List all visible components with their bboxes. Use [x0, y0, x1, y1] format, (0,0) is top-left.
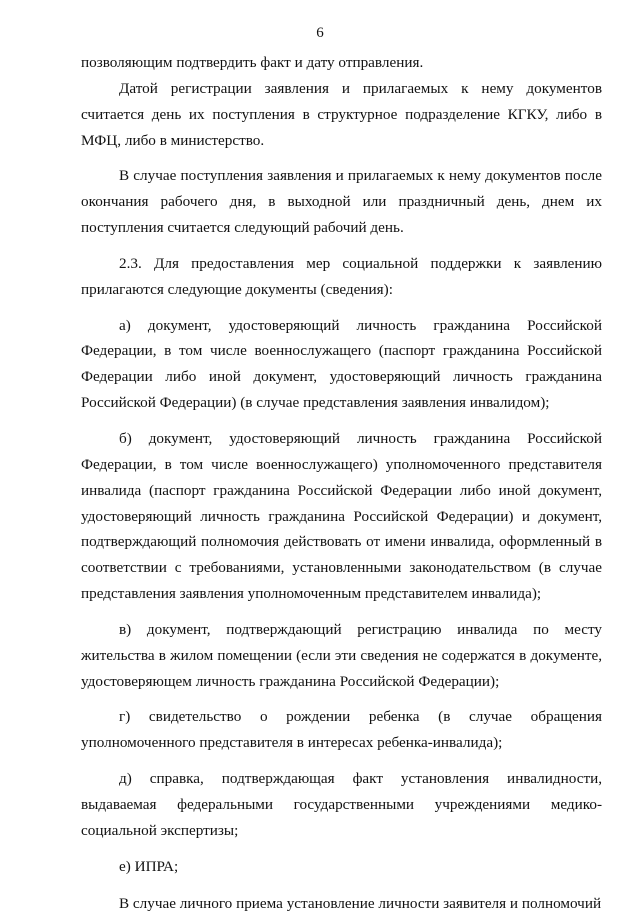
paragraph-after-hours: В случае поступления заявления и прилагаемых к нему документов после окончания рабочего дня, в выходной или праздничный день, днем их поступления считается следующий рабочий день.	[81, 167, 602, 237]
paragraph-section-2-3: 2.3. Для предоставления мер социальной поддержки к заявлению прилагаются следующие документы (сведения):	[81, 254, 602, 298]
list-item-d: д) справка, подтверждающая факт установления инвалидности, выдаваемая федеральными государственными учреждениями медико-социальной экспертизы;	[81, 770, 602, 839]
paragraph-registration-date: Датой регистрации заявления и прилагаемых к нему документов считается день их поступления в структурное подразделение КГКУ, либо в МФЦ, либо в министерство.	[81, 79, 602, 149]
list-item-v: в) документ, подтверждающий регистрацию инвалида по месту жительства в жилом помещении (если эти сведения не содержатся в документе, удостоверяющем личность гражданина Российской Федерации);	[81, 620, 602, 690]
paragraph-personal-reception: В случае личного приема установление личности заявителя и полномочий	[119, 895, 602, 913]
document-body	[81, 50, 602, 917]
list-item-e: е) ИПРА;	[119, 857, 179, 875]
list-item-g: г) свидетельство о рождении ребенка (в случае обращения уполномоченного представителя в интересах ребенка-инвалида);	[81, 708, 602, 752]
page-number: 6	[316, 25, 324, 41]
list-item-a: а) документ, удостоверяющий личность гражданина Российской Федерации, в том числе военнослужащего (паспорт гражданина Российской Федерации либо иной документ, удостоверяющий личность гражданина Российской Федерации) (в случае представления заявления инвалидом);	[81, 316, 602, 412]
paragraph-sending-fact: позволяющим подтвердить факт и дату отправления.	[81, 54, 424, 71]
list-item-b: б) документ, удостоверяющий личность гражданина Российской Федерации, в том числе военнослужащего) уполномоченного представителя инвалида (паспорт гражданина Российской Федерации либо иной документ, удостоверяющий личность гражданина Российской Федерации) и документ, подтверждающий полномочия действовать от имени инвалида, оформленный в соответствии с требованиями, установленными законодательством (в случае представления заявления уполномоченным представителем инвалида);	[81, 429, 602, 603]
